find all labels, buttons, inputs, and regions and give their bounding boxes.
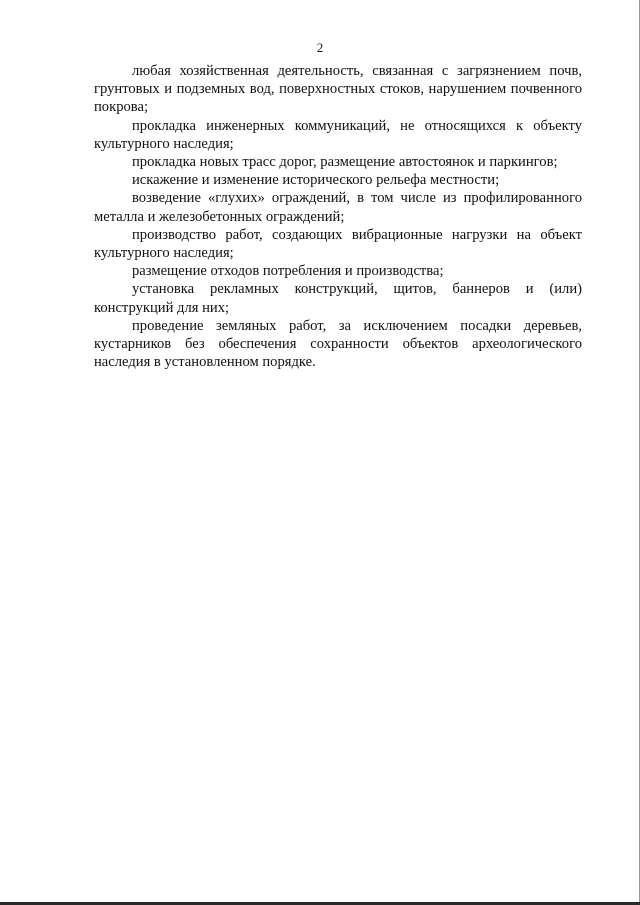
restriction-item: проведение земляных работ, за исключением посадки деревьев, кустарников без обеспечения сохранности объектов археологического наследия в установленном порядке. xyxy=(94,317,582,371)
restriction-item: производство работ, создающих вибрационные нагрузки на объект культурного наследия; xyxy=(94,226,582,262)
restriction-item: установка рекламных конструкций, щитов, баннеров и (или) конструкций для них; xyxy=(94,281,582,316)
restriction-item: возведение «глухих» ограждений, в том числе из профилированного металла и железобетонных ограждений; xyxy=(94,190,582,225)
restriction-item: прокладка инженерных коммуникаций, не относящихся к объекту культурного наследия; xyxy=(94,117,582,152)
restriction-item: искажение и изменение исторического рельефа местности; xyxy=(132,172,500,189)
restriction-item: любая хозяйственная деятельность, связанная с загрязнением почв, грунтовых и подземных вод, поверхностных стоков, нарушением почвенного покрова; xyxy=(94,63,582,116)
restriction-item: размещение отходов потребления и производства; xyxy=(132,263,444,280)
restriction-item: прокладка новых трасс дорог, размещение автостоянок и паркингов; xyxy=(132,154,558,171)
page-number: 2 xyxy=(316,40,324,55)
restrictions-list xyxy=(94,62,582,371)
